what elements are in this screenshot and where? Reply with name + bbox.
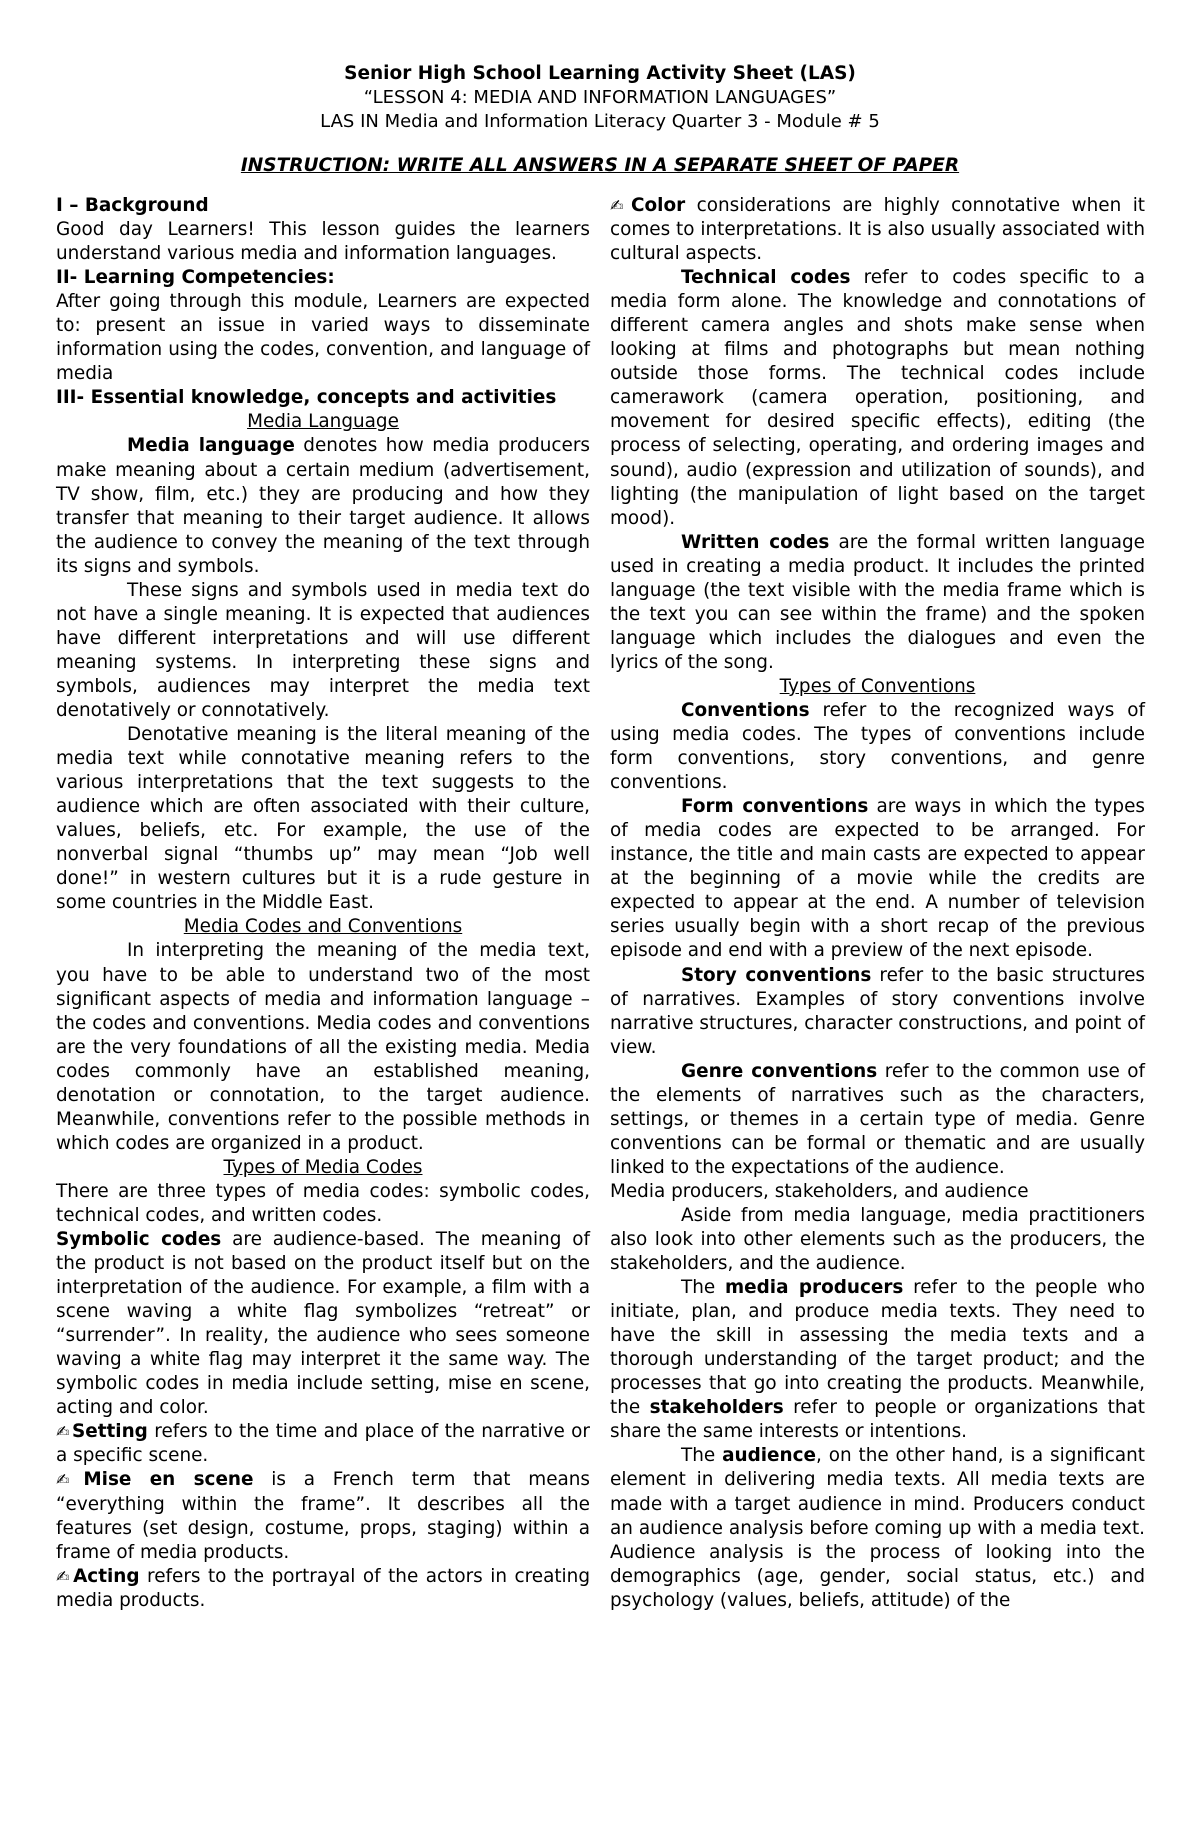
genre-paragraph: [610, 1060, 1145, 1180]
story-term: Story conventions: [681, 964, 872, 986]
conventions-term: Conventions: [681, 699, 810, 721]
form-text: are ways in which the types of media codes are expected to be arranged. For instance, the title and main casts are expected to appear at the beginning of a movie while the credits are expected to appear at the end. A number of television series usually begin with a short recap of the previous episode and end with a preview of the next episode.: [610, 796, 1145, 962]
audience-term: audience: [722, 1445, 816, 1467]
producers-pre: The: [681, 1277, 725, 1299]
document-title: Senior High School Learning Activity Sheet (LAS): [344, 63, 856, 84]
story-paragraph: [610, 964, 1145, 1060]
color-text: considerations are highly connotative when it comes to interpretations. It is also usually associated with cultural aspects.: [610, 195, 1146, 265]
codes-conventions-title: Media Codes and Conventions: [183, 916, 463, 938]
technical-paragraph: [610, 266, 1145, 531]
stakeholders-term: stakeholders: [649, 1397, 784, 1419]
color-term: Color: [631, 195, 686, 216]
producers-term: media producers: [724, 1277, 904, 1299]
stakeholders-text: refer to people or organizations that share the same interests or intentions.: [610, 1397, 1145, 1443]
mise-term: Mise en scene: [83, 1469, 254, 1491]
types-codes-title: Types of Media Codes: [223, 1156, 423, 1178]
producers-paragraph: [610, 1276, 1145, 1444]
acting-term: Acting: [73, 1565, 140, 1587]
written-paragraph: [610, 531, 1145, 675]
codes-conventions-paragraph: In interpreting the meaning of the media text, you have to be able to understand two of the most significant aspects of media and information language – the codes and conventions. Media codes and conventions are the very foundations of all the existing media. Media codes commonly have an established meaning, denotation or connotation, to the target audience. Meanwhile, conventions refer to the possible methods in which codes are organized in a product.: [56, 940, 590, 1154]
denotative-paragraph: Denotative meaning is the literal meaning of the media text while connotative meaning refers to the various interpretations that the text suggests to the audience which are often associated with their culture, values, beliefs, etc. For example, the use of the nonverbal signal “thumbs up” may mean “Job well done!” in western cultures but it is a rude gesture in some countries in the Middle East.: [56, 724, 590, 914]
acting-bullet: [56, 1565, 590, 1613]
media-language-text: denotes how media producers make meaning about a certain medium (advertisement, TV show, film, etc.) they are producing and how they transfer that meaning to their target audience. It allows the audience to convey the meaning of the text through its signs and symbols.: [56, 435, 590, 577]
written-term: Written codes: [681, 531, 830, 553]
genre-text: refer to the common use of the elements of narratives such as the characters, settings, or themes in a certain type of media. Genre conventions can be formal or thematic and are usually linked to the expectations of the audience.: [610, 1060, 1145, 1178]
media-language-term: Media language: [127, 435, 295, 457]
symbolic-paragraph: [56, 1228, 590, 1420]
types-conventions-title: Types of Conventions: [779, 675, 976, 697]
color-bullet: [610, 194, 1145, 266]
producers-text: refer to the people who initiate, plan, and produce media texts. They need to have the skill in assessing the media texts and a thorough understanding of the target product; and the processes that go into creating the products. Meanwhile, the: [610, 1277, 1145, 1419]
document-header: [0, 62, 1200, 134]
conventions-text: refer to the recognized ways of using media codes. The types of conventions include form conventions, story conventions, and genre conventions.: [610, 699, 1145, 794]
media-language-paragraph: [56, 434, 590, 578]
background-text: Good day Learners! This lesson guides the learners understand various media and information languages.: [56, 219, 590, 265]
form-term: Form conventions: [681, 796, 869, 818]
mise-text: is a French term that means “everything within the frame”. It describes all the features (set design, costume, props, staging) within a frame of media products.: [56, 1469, 591, 1563]
technical-text: refer to codes specific to a media form alone. The knowledge and connotations of different camera angles and shots make sense when looking at films and photographs but mean nothing outside those forms. The technical codes include camerawork (camera operation, positioning, and movement for desired specific effects), editing (the process of selecting, operating, and ordering images and sound), audio (expression and utilization of sounds), and lighting (the manipulation of light based on the target mood).: [610, 267, 1145, 529]
module-title: LAS IN Media and Information Literacy Quarter 3 - Module # 5: [320, 111, 880, 132]
producers-heading: Media producers, stakeholders, and audience: [610, 1180, 1029, 1202]
story-text: refer to the basic structures of narratives. Examples of story conventions involve narrative structures, character constructions, and point of view.: [610, 964, 1145, 1058]
symbolic-text: are audience-based. The meaning of the product is not based on the product itself but on the interpretation of the audience. For example, a film with a scene waving a white flag symbolizes “retreat” or “surrender”. In reality, the audience who sees someone waving a white flag may interpret it the same way. The symbolic codes in media include setting, mise en scene, acting and color.: [56, 1229, 590, 1419]
left-column: [56, 194, 590, 1613]
competencies-text: After going through this module, Learners are expected to: present an issue in varied ways to disseminate information using the codes, convention, and language of media: [56, 291, 590, 385]
written-text: are the formal written language used in creating a media product. It includes the printed language (the text visible with the media frame which is the text you can see within the frame) and the spoken language which includes the dialogues and even the lyrics of the song.: [610, 531, 1145, 673]
audience-pre: The: [681, 1445, 723, 1467]
acting-text: refers to the portrayal of the actors in creating media products.: [56, 1565, 590, 1611]
conventions-paragraph: [610, 699, 1145, 795]
setting-term: Setting: [71, 1421, 148, 1443]
technical-term: Technical codes: [681, 267, 851, 289]
audience-paragraph: [610, 1444, 1145, 1612]
lesson-title: “LESSON 4: MEDIA AND INFORMATION LANGUAGES”: [363, 87, 837, 108]
symbolic-term: Symbolic codes: [56, 1229, 222, 1251]
mise-bullet: [56, 1468, 590, 1564]
types-codes-paragraph: There are three types of media codes: symbolic codes, technical codes, and written codes.: [56, 1180, 590, 1226]
signs-paragraph: These signs and symbols used in media text do not have a single meaning. It is expected that audiences have different interpretations and will use different meaning systems. In interpreting these signs and symbols, audiences may interpret the media text denotatively or connotatively.: [56, 579, 590, 721]
right-column: [610, 194, 1145, 1613]
form-paragraph: [610, 795, 1145, 963]
competencies-heading: II- Learning Competencies:: [56, 267, 335, 289]
genre-term: Genre conventions: [681, 1060, 878, 1082]
setting-bullet: [56, 1420, 590, 1468]
essential-heading: III- Essential knowledge, concepts and activities: [56, 387, 557, 409]
media-language-title: Media Language: [247, 411, 399, 433]
setting-text: refers to the time and place of the narrative or a specific scene.: [56, 1421, 590, 1467]
aside-paragraph: Aside from media language, media practitioners also look into other elements such as the producers, the stakeholders, and the audience.: [610, 1204, 1145, 1275]
instruction-line: INSTRUCTION: WRITE ALL ANSWERS IN A SEPARATE SHEET OF PAPER: [240, 155, 960, 176]
background-heading: I – Background: [56, 195, 209, 216]
audience-text: , on the other hand, is a significant element in delivering media texts. All media texts are made with a target audience in mind. Producers conduct an audience analysis before coming up with a media text. Audience analysis is the process of looking into the demographics (age, gender, social status, etc.) and psychology (values, beliefs, attitude) of the: [610, 1445, 1145, 1611]
